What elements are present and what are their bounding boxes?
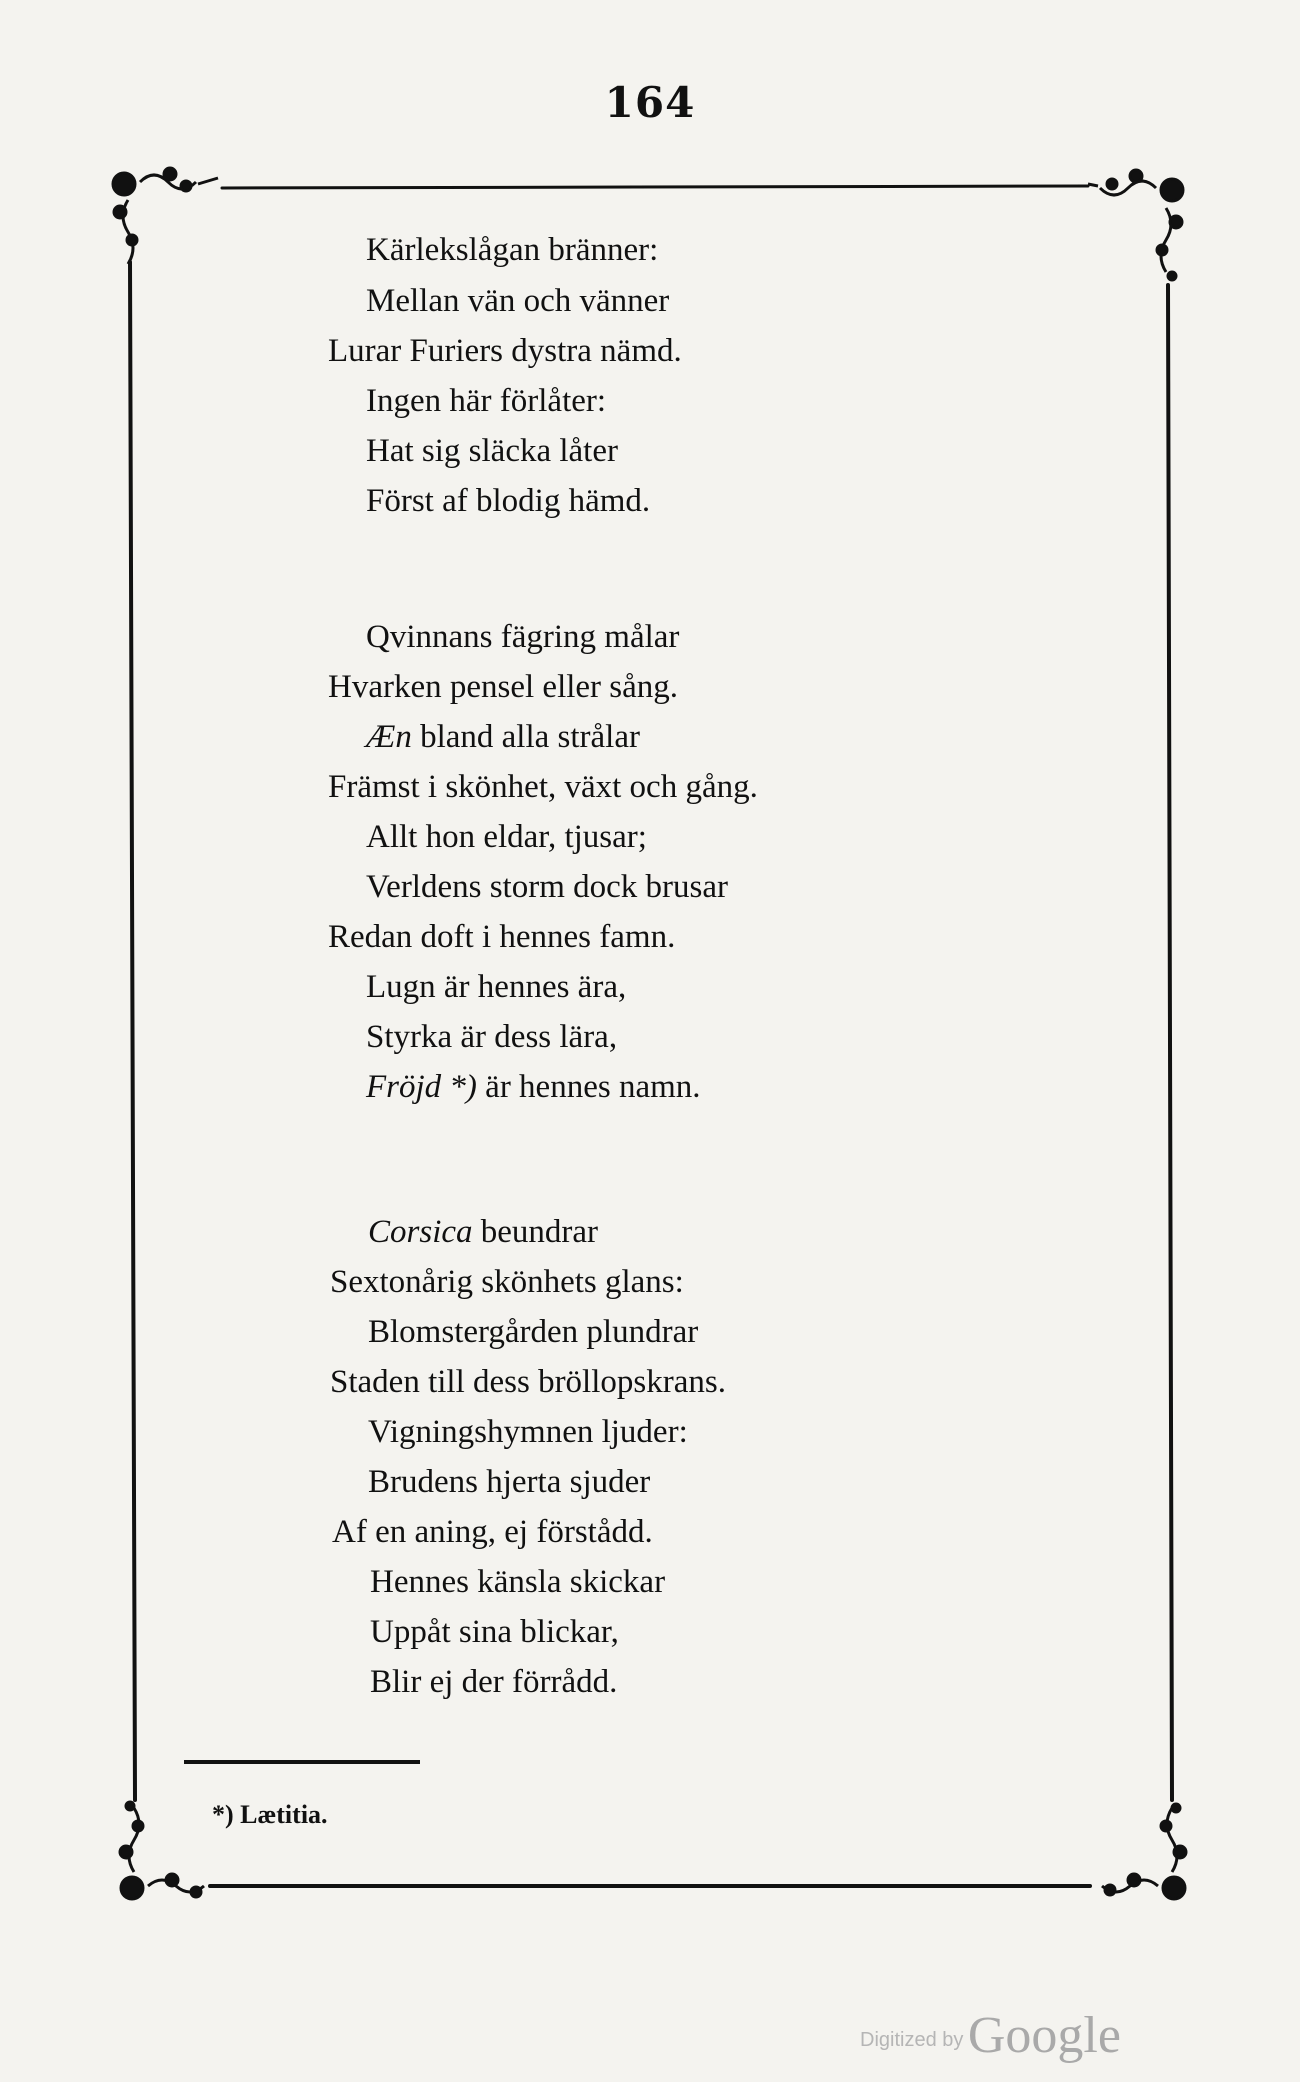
verse-line: Mellan vän och vänner [366,283,670,319]
watermark-prefix: Digitized by [860,2029,964,2051]
verse-line: Hvarken pensel eller sång. [328,669,679,705]
footnote-rule [184,1760,420,1764]
verse-line: Styrka är dess lära, [366,1019,618,1055]
verse-line: Vigningshymnen ljuder: [368,1414,688,1450]
corner-ornament-top-left [113,168,218,264]
verse-line: Hat sig släcka låter [366,433,618,469]
italic-word: Corsica [368,1214,473,1250]
verse-line: Redan doft i hennes famn. [328,919,676,955]
italic-word: Fröjd *) [366,1069,477,1105]
verse-line: Blomstergården plundrar [368,1314,699,1350]
verse-line: Främst i skönhet, växt och gång. [328,769,758,805]
verse-line: Lurar Furiers dystra nämd. [328,333,682,369]
verse-line: Corsica beundrar [368,1214,599,1250]
verse-line: Först af blodig hämd. [366,483,651,519]
verse-line: Kärlekslågan bränner: [366,232,659,268]
footnote: *) Lætitia. [212,1800,328,1829]
page-number: 164 [604,78,696,127]
corner-ornament-bottom-left [120,1802,204,1899]
verse-line: Af en aning, ej förstådd. [332,1514,653,1550]
verse-line: Lugn är hennes ära, [366,969,627,1005]
verse-line: Blir ej der förrådd. [370,1664,618,1700]
verse-line: Ingen här förlåter: [366,383,607,419]
verse-line: Fröjd *) är hennes namn. [366,1069,701,1105]
verse-line: Brudens hjerta sjuder [368,1464,651,1500]
google-logo: Google [967,2007,1121,2064]
verse-line: Qvinnans fägring målar [366,619,680,655]
digitized-watermark [860,2006,1121,2065]
verse-line: Allt hon eldar, tjusar; [366,819,647,855]
corner-ornament-bottom-right [1102,1804,1186,1899]
verse-line: Sextonårig skönhets glans: [330,1264,684,1300]
verse-line: Uppåt sina blickar, [370,1614,619,1650]
verse-line: Hennes känsla skickar [370,1564,666,1600]
corner-ornament-top-right [1088,170,1183,280]
italic-word: Æn [366,719,412,755]
verse-line: Staden till dess bröllopskrans. [330,1364,726,1400]
verse-line: Verldens storm dock brusar [366,869,729,905]
verse-line: Æn bland alla strålar [366,719,640,755]
